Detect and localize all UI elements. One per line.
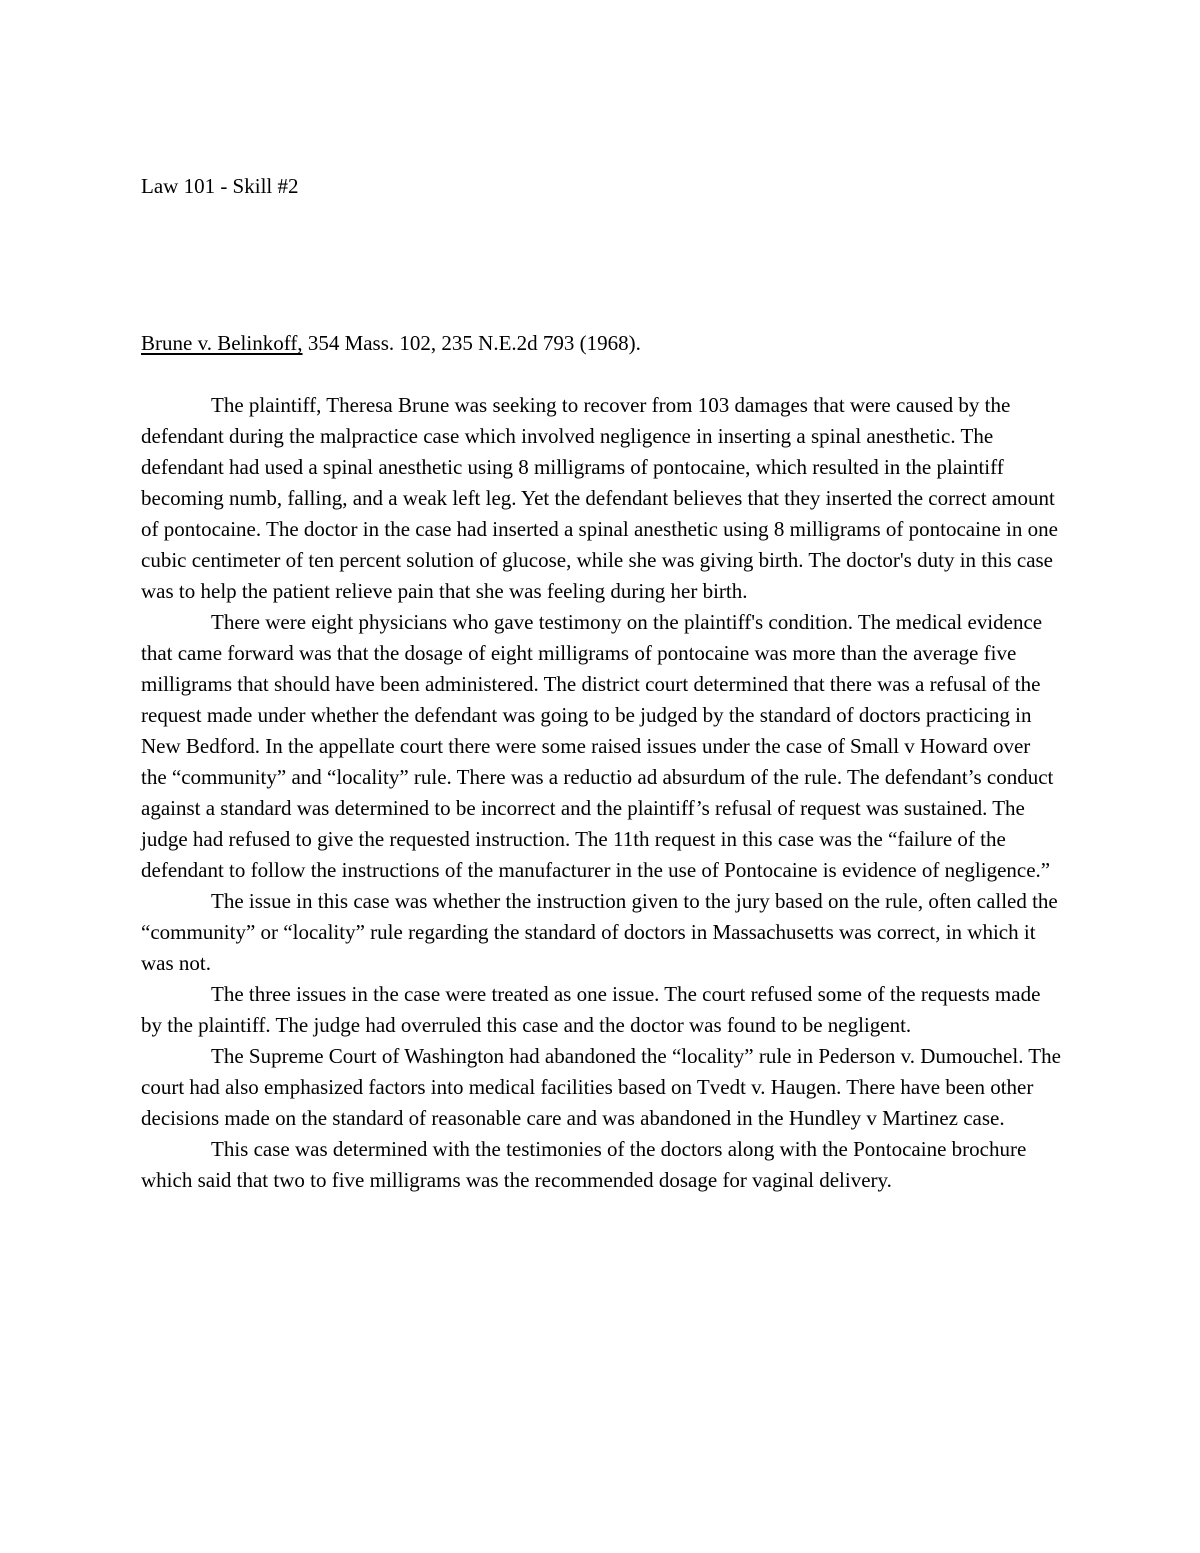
- paragraph-procedure: There were eight physicians who gave testimony on the plaintiff's condition. The medical evidence that came forward was that the dosage of eight milligrams of pontocaine was more than the average five milligrams that should have been administered. The district court determined that there was a refusal of the request made under whether the defendant was going to be judged by the standard of doctors practicing in New Bedford. In the appellate court there were some raised issues under the case of Small v Howard over the “community” and “locality” rule. There was a reductio ad absurdum of the rule. The defendant’s conduct against a standard was determined to be incorrect and the plaintiff’s refusal of request was sustained. The judge had refused to give the requested instruction. The 11th request in this case was the “failure of the defendant to follow the instructions of the manufacturer in the use of Pontocaine is evidence of negligence.”: [141, 610, 1054, 882]
- paragraph-issue: The issue in this case was whether the instruction given to the jury based on the rule, often called the “community” or “locality” rule regarding the standard of doctors in Massachusetts was correct, in which it was not.: [141, 889, 1058, 975]
- paragraph-holding: The three issues in the case were treated as one issue. The court refused some of the requests made by the plaintiff. The judge had overruled this case and the doctor was found to be negligent.: [141, 982, 1041, 1037]
- case-name: Brune v. Belinkoff,: [141, 331, 303, 355]
- document-body: [141, 390, 1061, 1196]
- case-citation: [141, 328, 641, 359]
- document-header: Law 101 - Skill #2: [141, 174, 299, 198]
- paragraph-conclusion: This case was determined with the testimonies of the doctors along with the Pontocaine brochure which said that two to five milligrams was the recommended dosage for vaginal delivery.: [141, 1137, 1027, 1192]
- paragraph-facts: The plaintiff, Theresa Brune was seeking to recover from 103 damages that were caused by the defendant during the malpractice case which involved negligence in inserting a spinal anesthetic. The defendant had used a spinal anesthetic using 8 milligrams of pontocaine, which resulted in the plaintiff becoming numb, falling, and a weak left leg. Yet the defendant believes that they inserted the correct amount of pontocaine. The doctor in the case had inserted a spinal anesthetic using 8 milligrams of pontocaine in one cubic centimeter of ten percent solution of glucose, while she was giving birth. The doctor's duty in this case was to help the patient relieve pain that she was feeling during her birth.: [141, 393, 1058, 603]
- paragraph-reasoning: The Supreme Court of Washington had abandoned the “locality” rule in Pederson v. Dumouchel. The court had also emphasized factors into medical facilities based on Tvedt v. Haugen. There have been other decisions made on the standard of reasonable care and was abandoned in the Hundley v Martinez case.: [141, 1044, 1061, 1130]
- case-reference: 354 Mass. 102, 235 N.E.2d 793 (1968).: [302, 331, 641, 355]
